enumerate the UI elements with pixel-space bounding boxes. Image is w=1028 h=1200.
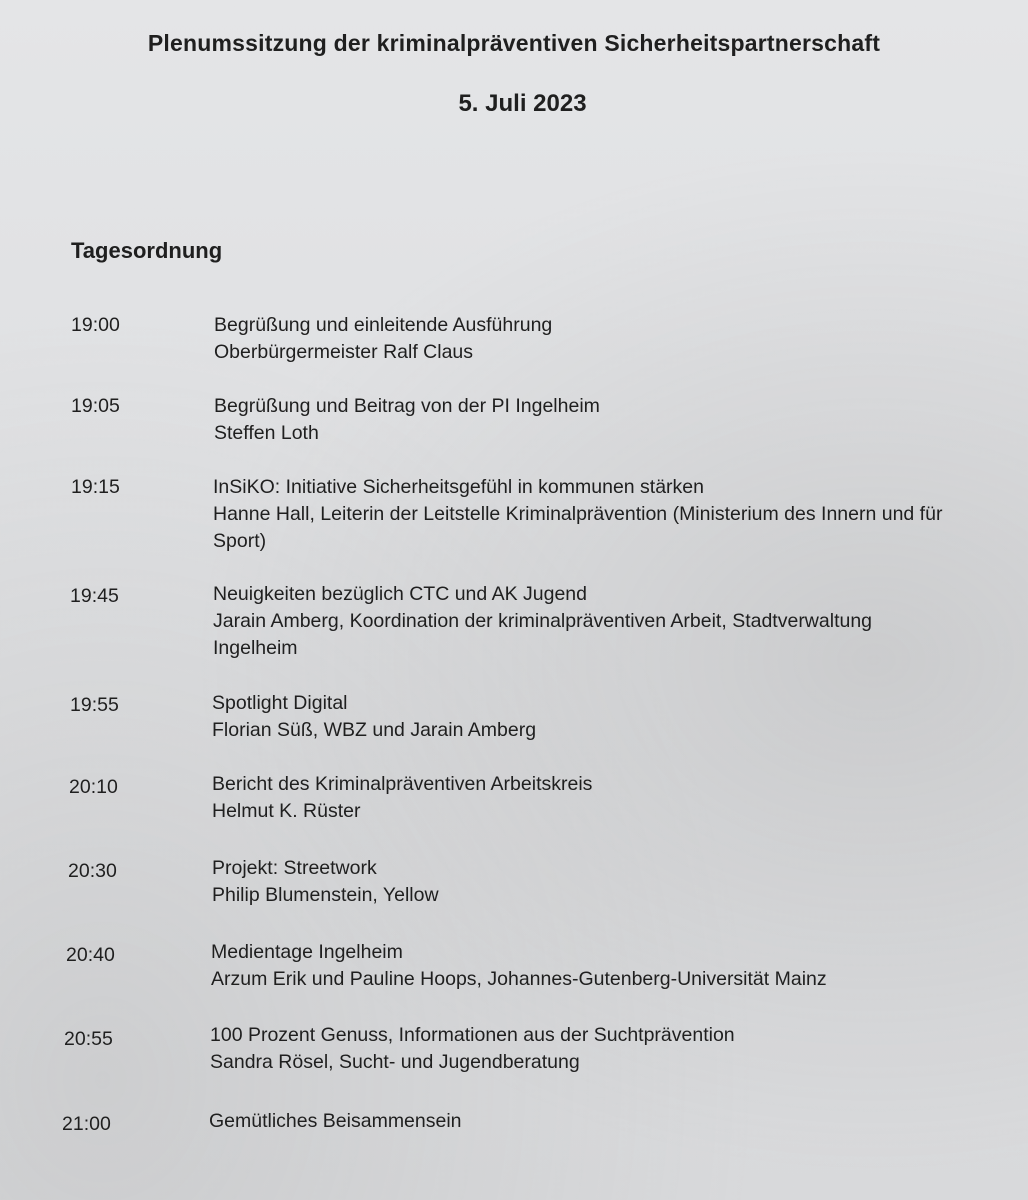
agenda-topic: InSiKO: Initiative Sicherheitsgefühl in kommunen stärken: [213, 476, 704, 498]
agenda-topic: Projekt: Streetwork: [212, 857, 377, 879]
agenda-description: [210, 1022, 1000, 1076]
agenda-speaker: Helmut K. Rüster: [212, 800, 361, 822]
agenda-description: [209, 1108, 999, 1135]
document-date: 5. Juli 2023: [458, 90, 587, 117]
agenda-time: 19:00: [71, 314, 120, 336]
agenda-speaker: Hanne Hall, Leiterin der Leitstelle Kriminalprävention (Ministerium des Innern und für Sport): [213, 503, 943, 552]
agenda-topic: Begrüßung und Beitrag von der PI Ingelheim: [214, 395, 600, 417]
agenda-speaker: Sandra Rösel, Sucht- und Jugendberatung: [210, 1051, 580, 1073]
agenda-speaker: Philip Blumenstein, Yellow: [212, 884, 439, 906]
agenda-time: 20:40: [66, 944, 115, 966]
agenda-time: 20:55: [64, 1028, 113, 1050]
agenda-topic: Gemütliches Beisammensein: [209, 1110, 462, 1132]
agenda-description: [213, 474, 1003, 555]
agenda-topic: Bericht des Kriminalpräventiven Arbeitskreis: [212, 773, 593, 795]
agenda-description: [212, 771, 1002, 825]
agenda-time: 20:30: [68, 860, 117, 882]
agenda-speaker: Oberbürgermeister Ralf Claus: [214, 341, 474, 363]
agenda-topic: Begrüßung und einleitende Ausführung: [214, 314, 553, 336]
agenda-description: [213, 581, 1003, 662]
agenda-speaker: Steffen Loth: [214, 422, 319, 444]
agenda-time: 19:05: [71, 395, 120, 417]
agenda-description: [214, 312, 1004, 366]
agenda-description: [212, 690, 1002, 744]
agenda-time: 21:00: [62, 1113, 111, 1135]
agenda-topic: Medientage Ingelheim: [211, 941, 403, 963]
agenda-speaker: Arzum Erik und Pauline Hoops, Johannes-Gutenberg-Universität Mainz: [211, 968, 827, 990]
agenda-topic: Spotlight Digital: [212, 692, 348, 714]
agenda-topic: Neuigkeiten bezüglich CTC und AK Jugend: [213, 583, 587, 605]
document-title: Plenumssitzung der kriminalpräventiven Sicherheitspartnerschaft: [147, 30, 881, 56]
agenda-time: 19:55: [70, 694, 119, 716]
agenda-time: 19:15: [71, 476, 120, 498]
agenda-topic: 100 Prozent Genuss, Informationen aus der Suchtprävention: [210, 1024, 735, 1046]
agenda-speaker: Jarain Amberg, Koordination der kriminalpräventiven Arbeit, Stadtverwaltung Ingelheim: [213, 610, 873, 659]
agenda-description: [212, 855, 1002, 909]
agenda-speaker: Florian Süß, WBZ und Jarain Amberg: [212, 719, 537, 741]
agenda-description: [214, 393, 1004, 447]
agenda-description: [211, 939, 1001, 993]
agenda-heading: Tagesordnung: [71, 238, 223, 263]
agenda-time: 20:10: [69, 776, 118, 798]
agenda-time: 19:45: [70, 585, 119, 607]
